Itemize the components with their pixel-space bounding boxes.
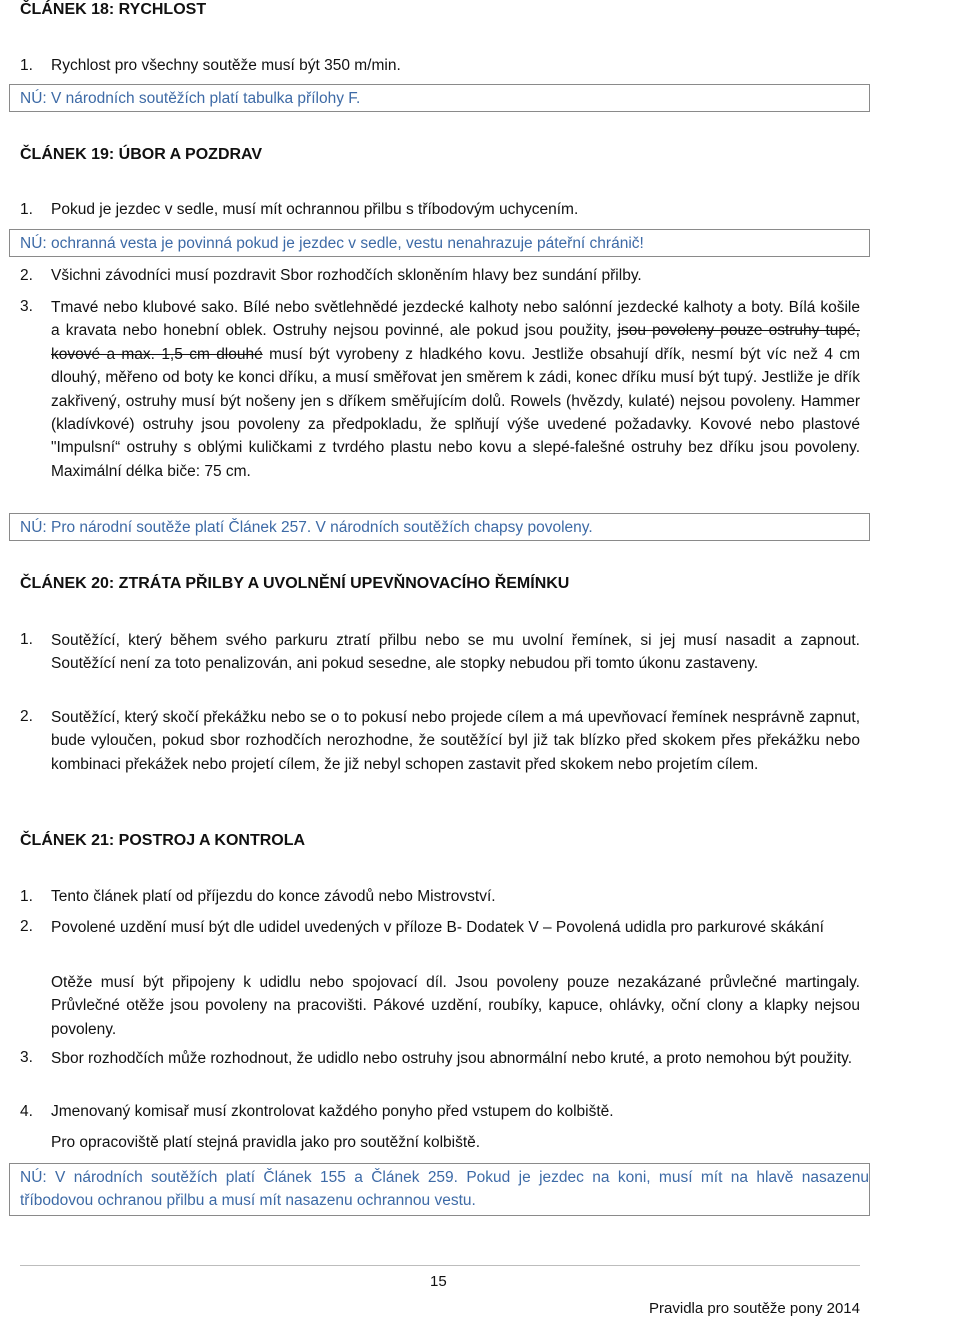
list-number: 4.: [20, 1103, 33, 1120]
national-note-box: NÚ: V národních soutěžích platí tabulka přílohy F.: [9, 84, 870, 112]
article-18-heading: ČLÁNEK 18: RYCHLOST: [20, 1, 207, 18]
item-text-part: musí být vyrobeny z hladkého kovu. Jestliže obsahují dřík, nesmí být víc než 4 cm dlouhý, měřeno od boty ke konci dříku, a musí směřovat jen směrem k zádi, konec dříku musí být tupý. Jestliže je dřík zakřivený, ostruhy musí být nošeny jen s dříkem směřujícím dolů. Rowels (hvězdy, kulaté) nejsou povoleny. Hammer (kladívkové) ostruhy jsou povoleny za předpokladu, že splňují výše uvedené požadavky. Kovové nebo plastové "Impulsní“ ostruhy s oblými kuličkami z tvrdého plastu nebo kovu a slepé-falešné ostruhy bez dříku jsou povoleny. Maximální délka biče: 75 cm.: [51, 345, 860, 480]
list-number: 2.: [20, 918, 33, 935]
list-item-text: Pokud je jezdec v sedle, musí mít ochrannou přilbu s tříbodovým uchycením.: [51, 201, 579, 218]
list-number: 1.: [20, 57, 33, 74]
list-item-text: Soutěžící, který skočí překážku nebo se o to pokusí nebo projede cílem a má upevňovací řemínek nesprávně zapnut, bude vyloučen, pokud sbor rozhodčích nerozhodne, že soutěžící byl již tak blízko před skokem přes překážku nebo kombinaci překážek nebo projetí cílem, že již nebyl schopen zastavit před skokem nebo projetím cílem.: [51, 709, 860, 773]
struck-text: jsou povoleny pouze ostruhy tupé, kovové a max. 1,5 cm dlouhé: [51, 322, 860, 363]
list-item-text: Všichni závodníci musí pozdravit Sbor rozhodčích skloněním hlavy bez sundání přilby.: [51, 267, 642, 284]
list-item-text: Soutěžící, který během svého parkuru ztratí přilbu nebo se mu uvolní řemínek, si jej musí nasadit a zapnout. Soutěžící není za toto penalizován, ani pokud sesedne, ale stopky nebudou při tomto úkonu zastaveny.: [51, 632, 860, 673]
list-number: 3.: [20, 1049, 33, 1066]
page-number: 15: [430, 1273, 447, 1290]
national-note-box: NÚ: V národních soutěžích platí Článek 155 a Článek 259. Pokud je jezdec na koni, musí mít na hlavě nasazenu tříbodovou ochranou přilbu a musí mít nasazenu ochrannou vestu.: [9, 1163, 870, 1216]
list-item-text: Tento článek platí od příjezdu do konce závodů nebo Mistrovství.: [51, 888, 496, 905]
list-number: 1.: [20, 201, 33, 218]
article-21-heading: ČLÁNEK 21: POSTROJ A KONTROLA: [20, 832, 306, 849]
item-text-part: Tmavé nebo klubové sako. Bílé nebo světlehnědé jezdecké kalhoty nebo salónní jezdecké kalhoty a boty. Bílá košile a kravata nebo honební oblek. Ostruhy nejsou povinné, ale pokud jsou použity,: [51, 299, 860, 340]
list-item-text: Otěže musí být připojeny k udidlu nebo spojovací díl. Jsou povoleny pouze nezakázané průvlečné martingaly. Průvlečné otěže jsou povoleny na pracovišti. Pákové uzdění, roubíky, kapuce, ohlávky, oční clony a klapky nejsou povoleny.: [51, 974, 860, 1038]
list-number: 1.: [20, 888, 33, 905]
list-item-text: Sbor rozhodčích může rozhodnout, že udidlo nebo ostruhy jsou abnormální nebo kruté, a proto nemohou být použity.: [51, 1050, 853, 1067]
list-number: 3.: [20, 298, 33, 315]
list-number: 2.: [20, 267, 33, 284]
list-item-text: Jmenovaný komisař musí zkontrolovat každého ponyho před vstupem do kolbiště.: [51, 1103, 614, 1120]
list-number: 1.: [20, 631, 33, 648]
article-20-heading: ČLÁNEK 20: ZTRÁTA PŘILBY A UVOLNĚNÍ UPEVŇNOVACÍHO ŘEMÍNKU: [20, 575, 570, 592]
national-note-box: NÚ: ochranná vesta je povinná pokud je jezdec v sedle, vestu nenahrazuje páteřní chránič!: [9, 229, 870, 257]
list-item-text: Pro opracoviště platí stejná pravidla jako pro soutěžní kolbiště.: [51, 1134, 481, 1151]
article-19-heading: ČLÁNEK 19: ÚBOR A POZDRAV: [20, 146, 263, 163]
list-item-text: Povolené uzdění musí být dle udidel uvedených v příloze B- Dodatek V – Povolená udidla pro parkurové skákání: [51, 919, 824, 936]
list-item-text: Rychlost pro všechny soutěže musí být 350 m/min.: [51, 57, 401, 74]
list-item-text: [51, 296, 860, 483]
footer-divider: [20, 1265, 860, 1266]
national-note-box: NÚ: Pro národní soutěže platí Článek 257. V národních soutěžích chapsy povoleny.: [9, 513, 870, 541]
document-title: Pravidla pro soutěže pony 2014: [649, 1300, 860, 1317]
list-number: 2.: [20, 708, 33, 725]
